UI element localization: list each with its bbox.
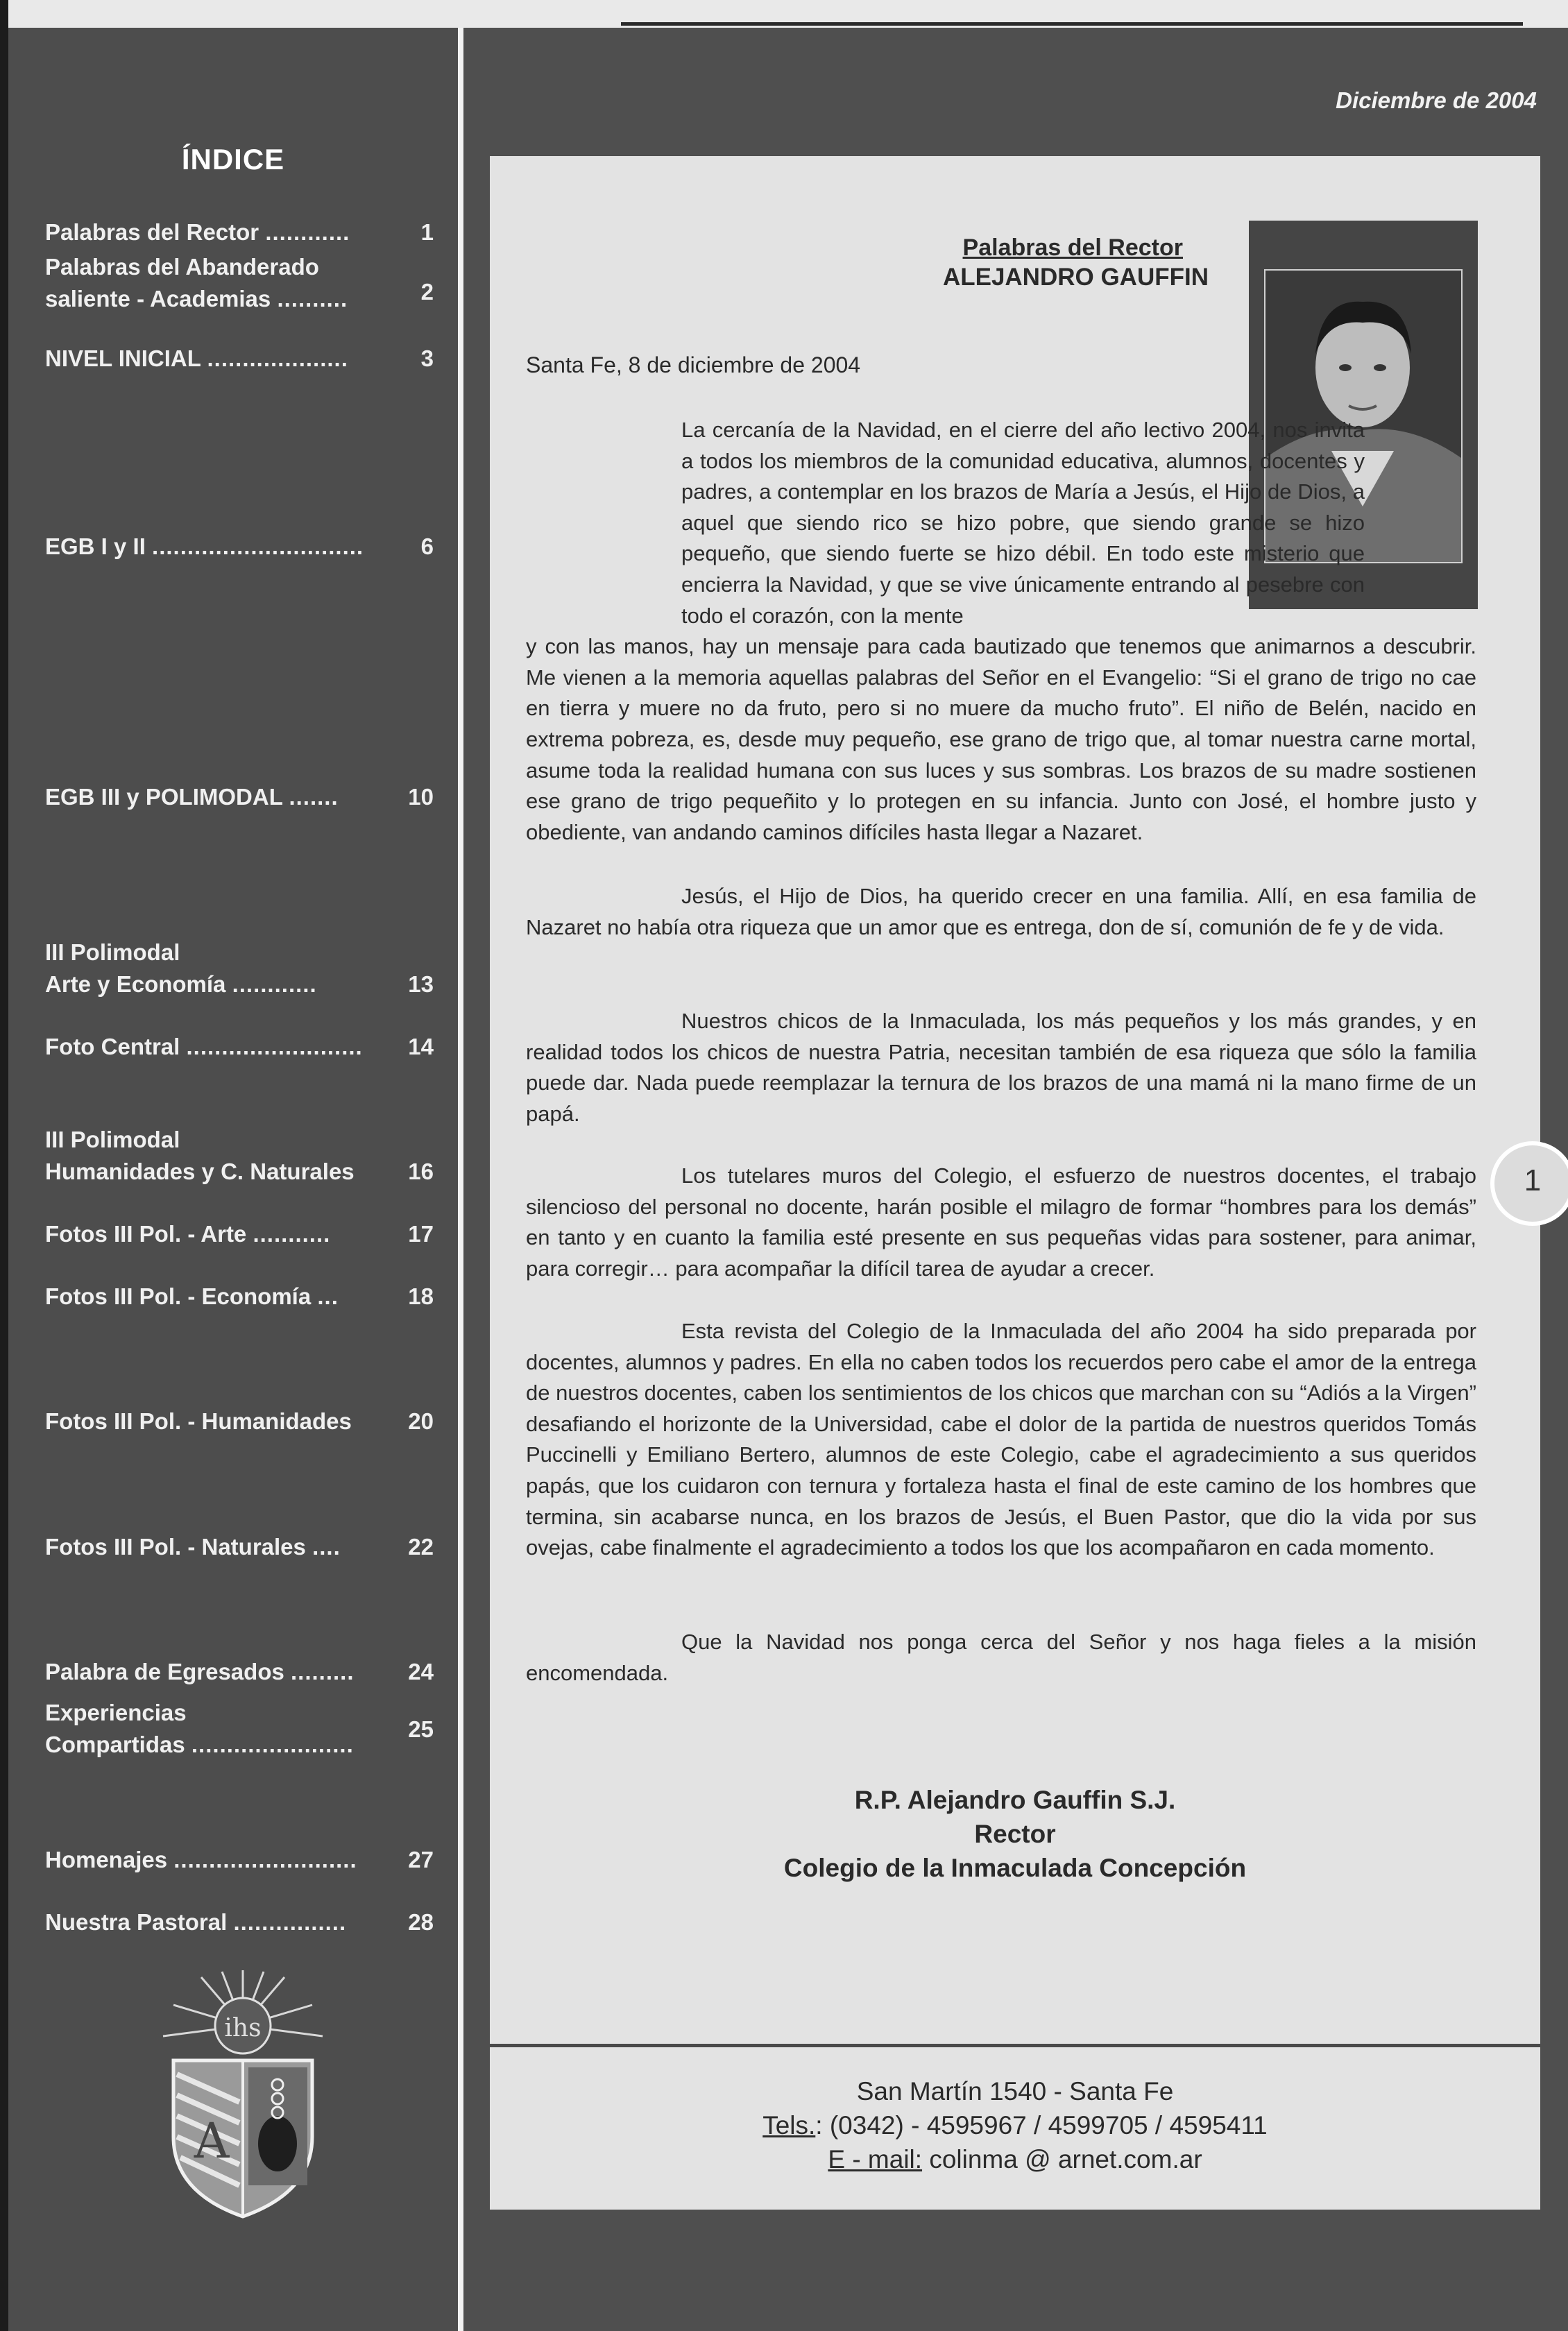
index-item[interactable] — [45, 1124, 434, 1188]
index-item-label: Fotos III Pol. - Arte — [45, 1221, 247, 1247]
index-item-label: saliente - Academias — [45, 286, 271, 311]
paragraph-text: La cercanía de la Navidad, en el cierre del año lectivo 2004, nos invita a todos los miembros de la comunidad educativa, alumnos, docentes y padres, a contemplar en los brazos de María a Jesús, el Hijo de Dios, a aquel que siendo rico se hizo pobre, que siendo grande se hizo pequeño, que siendo fuerte se hizo débil. En todo este misterio que encierra la Navidad, y que se vive únicamente entrando al pesebre con todo el corazón, con la mente — [681, 418, 1365, 628]
index-item-page: 22 — [408, 1534, 434, 1560]
index-item-label: Fotos III Pol. - Humanidades — [45, 1408, 352, 1434]
index-item-dots: .......... — [277, 286, 348, 311]
article-paragraph — [526, 1316, 1476, 1564]
index-item-dots: ................ — [233, 1909, 347, 1935]
index-item[interactable] — [45, 1031, 434, 1063]
index-item-page: 3 — [420, 345, 434, 371]
index-item-page: 20 — [408, 1408, 434, 1434]
article-paragraph — [526, 1006, 1476, 1129]
index-item-page: 27 — [408, 1847, 434, 1872]
index-item[interactable] — [45, 937, 434, 1000]
index-item-dots: ......................... — [186, 1034, 363, 1059]
index-item-label: Arte y Economía — [45, 971, 226, 997]
index-item[interactable] — [45, 251, 434, 315]
article-paragraph — [526, 415, 1476, 848]
index-item[interactable] — [45, 1697, 434, 1761]
index-item-dots: ......... — [291, 1659, 355, 1684]
index-item-dots: ............ — [265, 219, 350, 245]
index-item[interactable] — [45, 1406, 434, 1437]
article-kicker: Palabras del Rector — [962, 234, 1183, 261]
index-item-dots: .... — [312, 1534, 341, 1560]
index-item-label: Foto Central — [45, 1034, 180, 1059]
paragraph-text: Nuestros chicos de la Inmaculada, los más pequeños y los más grandes, y en realidad todos los chicos de nuestra Patria, necesitan también de esa riqueza que sólo la familia puede dar. Nada puede reemplazar la ternura de los brazos de una mamá ni la mano firme de un papá. — [526, 1009, 1476, 1126]
index-item-dots: ....... — [289, 784, 339, 810]
email-value[interactable]: colinma @ arnet.com.ar — [929, 2145, 1202, 2174]
index-item-dots: .............................. — [152, 533, 364, 559]
index-item-dots: ... — [317, 1283, 339, 1309]
email-label: E - mail: — [828, 2145, 923, 2174]
index-item[interactable] — [45, 781, 434, 813]
index-item-page: 14 — [408, 1034, 434, 1059]
contact-footer — [490, 2074, 1540, 2176]
index-item-page: 25 — [408, 1716, 434, 1742]
index-item-dots: .......................... — [173, 1847, 357, 1872]
index-item-dots: ........... — [253, 1221, 331, 1247]
signature-name: R.P. Alejandro Gauffin S.J. — [854, 1786, 1176, 1814]
binding-edge — [0, 0, 8, 2331]
index-item-label: Nuestra Pastoral — [45, 1909, 228, 1935]
index-item-label: EGB I y II — [45, 533, 146, 559]
footer-phones — [490, 2108, 1540, 2142]
index-item-label: Palabras del Rector — [45, 219, 259, 245]
footer-divider — [490, 2044, 1540, 2047]
article-author: ALEJANDRO GAUFFIN — [942, 264, 1209, 291]
phones-value: : (0342) - 4595967 / 4599705 / 4595411 — [815, 2111, 1268, 2140]
index-item-label: Humanidades y C. Naturales — [45, 1159, 355, 1184]
article-paragraph — [526, 1627, 1476, 1689]
sidebar-divider — [458, 28, 463, 2331]
school-crest-icon — [160, 1970, 326, 2220]
index-item[interactable] — [45, 1656, 434, 1688]
index-item-page: 6 — [420, 533, 434, 559]
footer-address: San Martín 1540 - Santa Fe — [856, 2077, 1174, 2106]
index-item[interactable] — [45, 1218, 434, 1250]
index-item[interactable] — [45, 216, 434, 248]
index-item-page: 16 — [408, 1159, 434, 1184]
index-item[interactable] — [45, 1531, 434, 1563]
article-paragraph — [526, 881, 1476, 943]
index-item-label: Fotos III Pol. - Naturales — [45, 1534, 306, 1560]
index-item-page: 2 — [420, 279, 434, 305]
paragraph-text: Que la Navidad nos ponga cerca del Señor y nos haga fieles a la misión encomendada. — [526, 1630, 1476, 1685]
page-number: 1 — [1524, 1163, 1542, 1197]
index-item-label: Fotos III Pol. - Economía — [45, 1283, 312, 1309]
index-item-page: 1 — [420, 219, 434, 245]
index-item-page: 10 — [408, 784, 434, 810]
top-rule — [621, 22, 1523, 26]
index-item-page: 13 — [408, 971, 434, 997]
svg-text:A: A — [194, 2112, 230, 2169]
signature-role: Rector — [974, 1820, 1056, 1848]
index-item-label: NIVEL INICIAL — [45, 345, 201, 371]
index-item-label: III Polimodal — [45, 1127, 180, 1152]
index-item-page: 17 — [408, 1221, 434, 1247]
index-item-label: Palabra de Egresados — [45, 1659, 284, 1684]
index-item-label: III Polimodal — [45, 939, 180, 965]
index-item-label: Compartidas — [45, 1732, 185, 1757]
index-item-label: Experiencias — [45, 1700, 187, 1725]
paragraph-text: Esta revista del Colegio de la Inmaculada del año 2004 ha sido preparada por docentes, alumnos y padres. En ella no caben todos los recuerdos pero cabe el amor de la entrega de nuestros docentes, caben los sentimientos de los chicos que marchan con su “Adiós a la Virgen” desafiando el horizonte de la Universidad, cabe el dolor de la partida de nuestros queridos Tomás Puccinelli y Emiliano Bertero, alumnos de este Colegio, cabe el agradecimiento a sus queridos papás, que los cuidaron con ternura y fortaleza hasta el final de este camino de los hombres que termina, sin acabarse nunca, en los brazos de Jesús, el Buen Pastor, que dio la vida por sus ovejas, cabe finalmente el agradecimiento a todos los que los acompañaron en cada momento. — [526, 1319, 1476, 1560]
issue-date: Diciembre de 2004 — [1336, 87, 1537, 113]
signature-block — [490, 1783, 1540, 1885]
article-place-date: Santa Fe, 8 de diciembre de 2004 — [526, 352, 861, 377]
page-number-badge — [1490, 1141, 1568, 1226]
paragraph-text: y con las manos, hay un mensaje para cada bautizado que tenemos que animarnos a descubrir. Me vienen a la memoria aquellas palabras del Señor en el Evangelio: “Si el grano de trigo no cae en tierra y muere no da fruto, pero si no muere da mucho fruto”. El niño de Belén, nacido en extrema pobreza, es, desde muy pequeño, ese grano de trigo que, al tomar nuestra carne mortal, asume toda la realidad humana con sus luces y sus sombras. Los brazos de su madre sostienen ese grano de trigo pequeñito y lo protegen en su infancia. Junto con José, el hombre justo y obediente, van andando caminos difíciles hasta llegar a Nazaret. — [526, 634, 1476, 844]
index-item[interactable] — [45, 531, 434, 563]
footer-email — [490, 2142, 1540, 2176]
index-item-dots: .................... — [207, 345, 348, 371]
index-item[interactable] — [45, 1281, 434, 1313]
article-paragraph — [526, 1161, 1476, 1284]
index-item-dots: ............ — [232, 971, 317, 997]
paragraph-text: Jesús, el Hijo de Dios, ha querido crecer en una familia. Allí, en esa familia de Nazaret no había otra riqueza que un amor que es entrega, don de sí, comunión de fe y de vida. — [526, 884, 1476, 939]
index-item[interactable] — [45, 1906, 434, 1938]
index-item-label: Homenajes — [45, 1847, 168, 1872]
phones-label: Tels. — [762, 2111, 816, 2140]
index-item-page: 28 — [408, 1909, 434, 1935]
index-item[interactable] — [45, 343, 434, 375]
index-item[interactable] — [45, 1844, 434, 1876]
index-item-label: EGB III y POLIMODAL — [45, 784, 283, 810]
index-item-dots: ....................... — [191, 1732, 354, 1757]
index-title: ÍNDICE — [181, 143, 285, 176]
svg-text:ihs: ihs — [224, 2014, 262, 2042]
index-item-page: 18 — [408, 1283, 434, 1309]
index-item-label: Palabras del Abanderado — [45, 254, 319, 280]
paragraph-text: Los tutelares muros del Colegio, el esfuerzo de nuestros docentes, el trabajo silencioso del personal no docente, harán posible el milagro de formar “hombres para los demás” en tanto y en cuanto la familia esté presente en sus pequeñas vidas para sostener, para animar, para corregir… para acompañar la difícil tarea de ayudar a crecer. — [526, 1163, 1476, 1281]
index-item-page: 24 — [408, 1659, 434, 1684]
signature-organization: Colegio de la Inmaculada Concepción — [783, 1854, 1247, 1882]
